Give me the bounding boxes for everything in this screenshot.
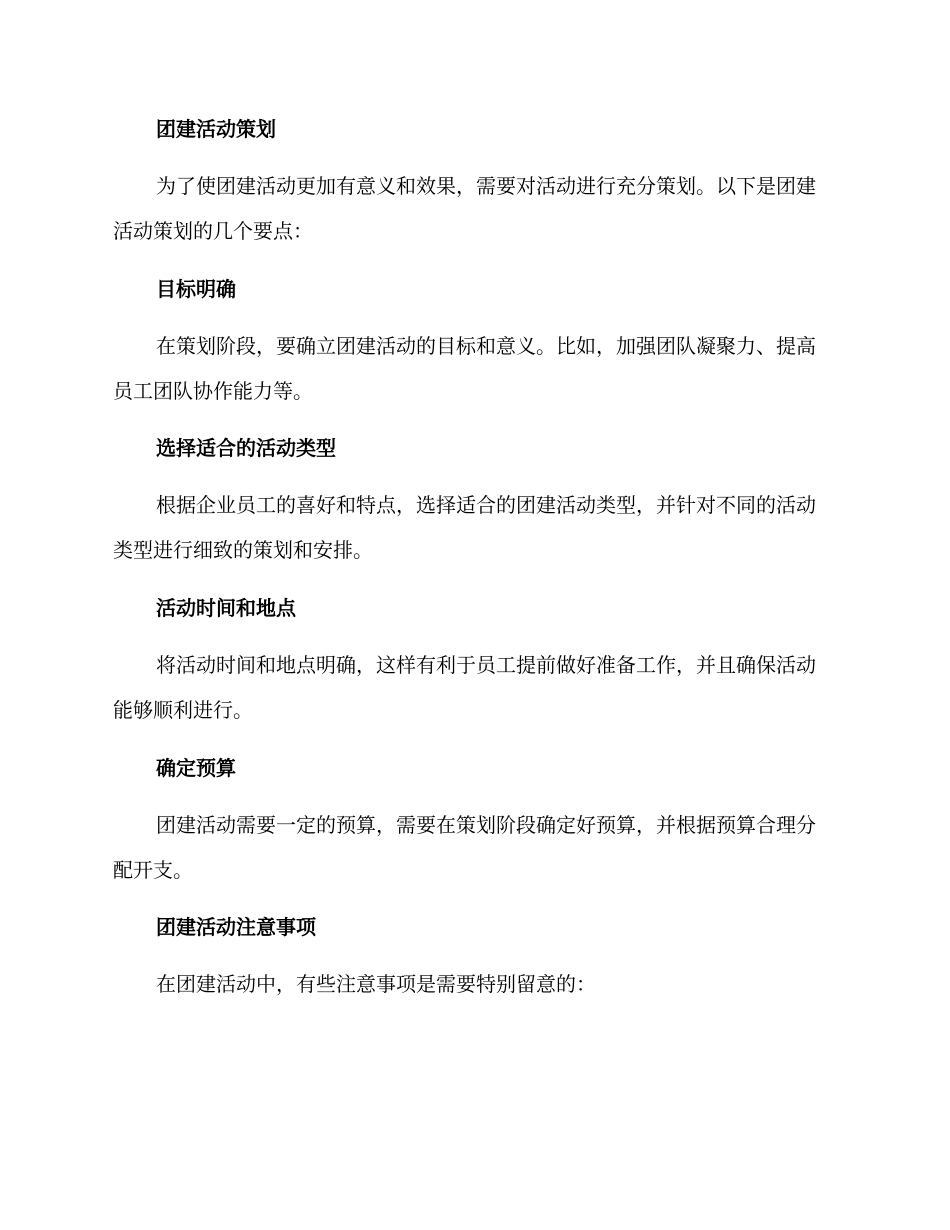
section-heading: 确定预算 [156,756,236,780]
section-paragraph [113,483,833,573]
paragraph-text: 根据企业员工的喜好和特点，选择适合的团建活动类型，并针对不同的活动类型进行细致的策划和安排。 [113,493,816,562]
section-paragraph [113,643,833,733]
paragraph-text: 为了使团建活动更加有意义和效果，需要对活动进行充分策划。以下是团建活动策划的几个要点： [113,174,816,243]
section-heading: 团建活动注意事项 [156,915,316,939]
paragraph-text: 团建活动需要一定的预算，需要在策划阶段确定好预算，并根据预算合理分配开支。 [113,813,816,882]
section-paragraph [113,324,833,414]
paragraph-text: 将活动时间和地点明确，这样有利于员工提前做好准备工作，并且确保活动能够顺利进行。 [113,653,816,722]
section-paragraph [113,962,833,1007]
paragraph-text: 在团建活动中，有些注意事项是需要特别留意的： [156,972,596,996]
section-paragraph [113,803,833,893]
section-heading: 活动时间和地点 [156,596,296,620]
section-heading: 目标明确 [156,277,236,301]
section-paragraph [113,164,833,254]
section-heading: 选择适合的活动类型 [156,436,336,460]
section-heading: 团建活动策划 [156,117,276,141]
paragraph-text: 在策划阶段，要确立团建活动的目标和意义。比如，加强团队凝聚力、提高员工团队协作能力等。 [113,334,816,403]
